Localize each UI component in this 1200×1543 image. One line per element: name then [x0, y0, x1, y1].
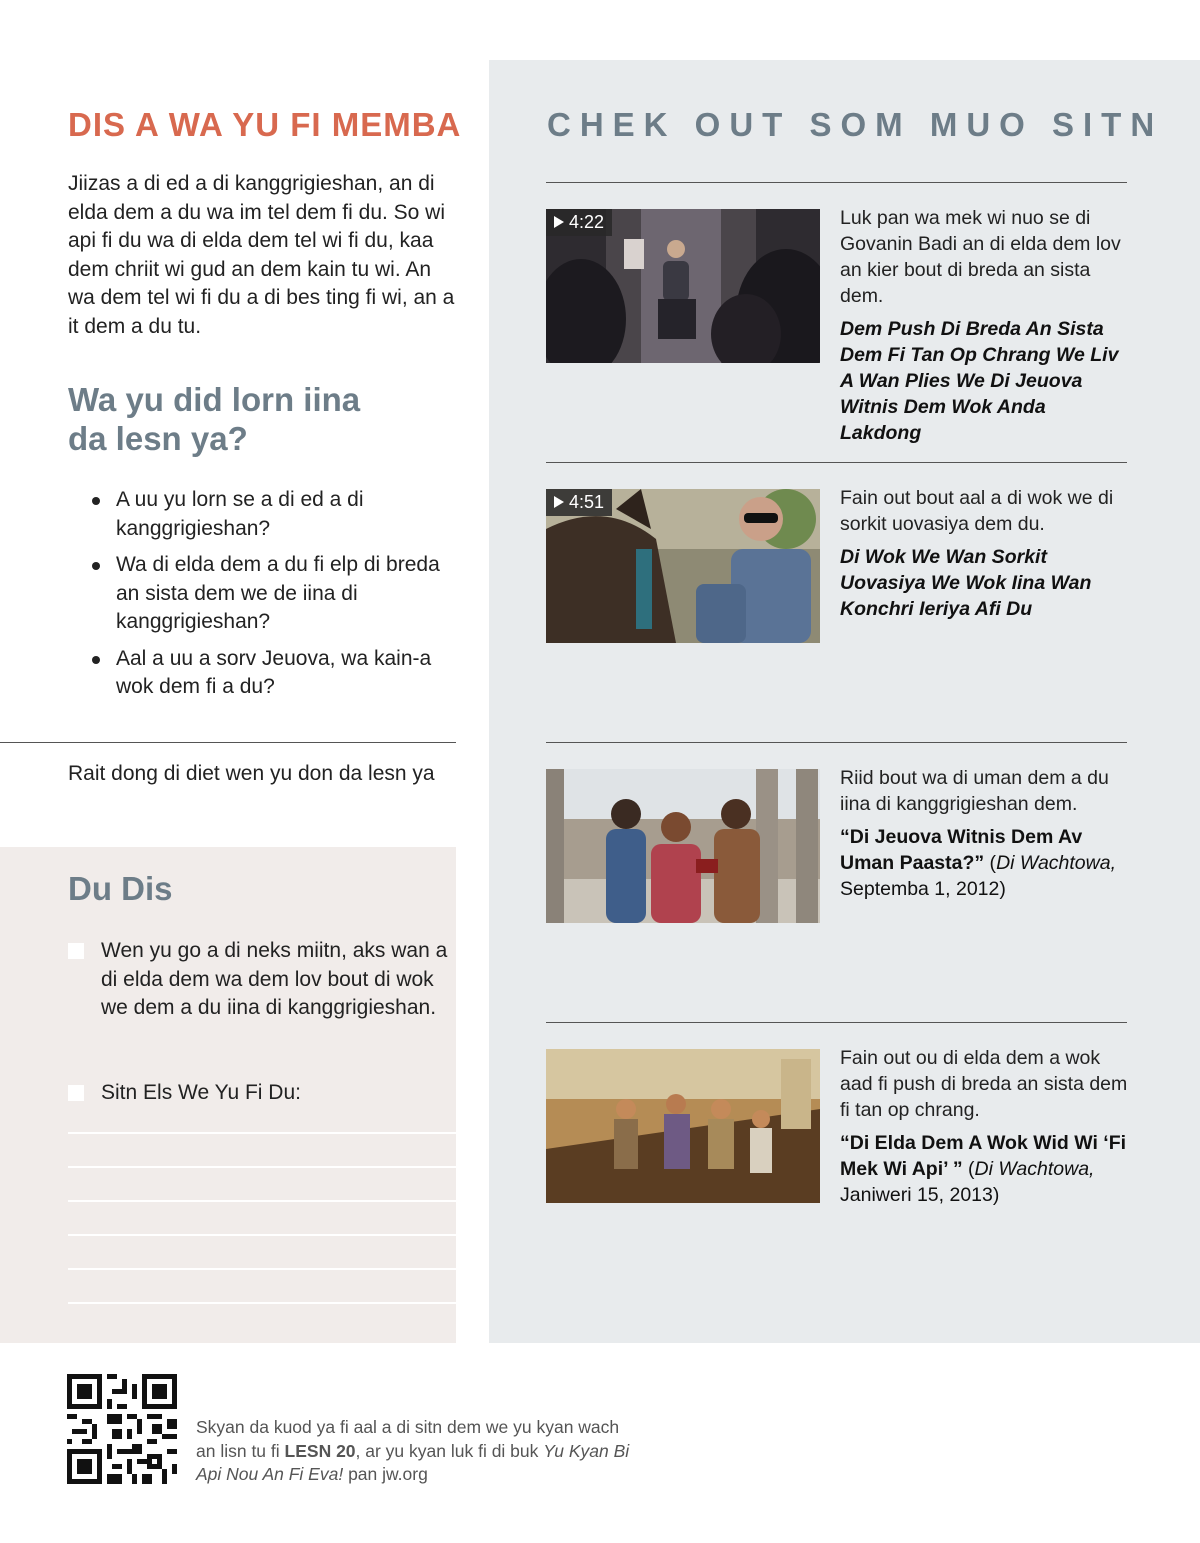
- video-thumbnail[interactable]: [546, 209, 820, 363]
- checkbox[interactable]: [68, 1085, 84, 1101]
- bullet-icon: [92, 562, 100, 570]
- bullet-icon: [92, 656, 100, 664]
- video-duration: [546, 489, 612, 516]
- play-icon: [554, 496, 564, 508]
- divider: [0, 742, 456, 743]
- bullet-icon: [92, 497, 100, 505]
- video-title-link[interactable]: Di Wok We Wan Sorkit Uovasiya We Wok Iina Wan Konchri Ieriya Afi Du: [840, 546, 1092, 620]
- publication-date: Janiweri 15, 2013): [840, 1184, 1000, 1206]
- footer-text-mid: , ar yu kyan luk fi di buk: [355, 1440, 544, 1461]
- review-heading-line-1: Wa yu did lorn iina: [68, 381, 361, 418]
- resource-description: Fain out ou di elda dem a wok aad fi push di breda an sista dem fi tan op chrang.: [840, 1047, 1128, 1121]
- divider: [546, 182, 1127, 183]
- question-item: [92, 645, 442, 702]
- publication-name: Di Wachtowa,: [974, 1158, 1095, 1180]
- resource-entry: [840, 1045, 1130, 1208]
- resource-description: Riid bout wa di uman dem a du iina di kanggrigieshan dem.: [840, 767, 1109, 815]
- review-questions: [92, 486, 442, 710]
- divider: [546, 1022, 1127, 1023]
- article-title: “Di Elda Dem A Wok Wid Wi ‘Fi Mek Wi Api’ ”: [840, 1132, 1127, 1180]
- resource-entry: [840, 765, 1130, 902]
- qr-code[interactable]: [67, 1374, 177, 1484]
- write-in-line[interactable]: [68, 1200, 456, 1202]
- article-image[interactable]: [546, 1049, 820, 1203]
- divider: [546, 742, 1127, 743]
- book-title: Yu Kyan Bi Api Nou An Fi Eva!: [196, 1440, 630, 1484]
- footer-text-end: pan jw.org: [343, 1464, 428, 1484]
- review-heading: [68, 380, 468, 458]
- question-item: [92, 551, 442, 637]
- question-text: A uu yu lorn se a di ed a di kanggrigieshan?: [116, 488, 364, 540]
- article-title: “Di Jeuova Witnis Dem Av Uman Paasta?”: [840, 826, 1083, 874]
- write-in-line[interactable]: [68, 1234, 456, 1236]
- write-in-line[interactable]: [68, 1302, 456, 1304]
- video-title-link[interactable]: Dem Push Di Breda An Sista Dem Fi Tan Op Chrang We Liv A Wan Plies We Di Jeuova Witnis Dem Wok Anda Lakdong: [840, 318, 1119, 444]
- resource-entry: [840, 485, 1130, 622]
- publication-date: Septemba 1, 2012): [840, 878, 1006, 900]
- action-item-text: Sitn Els We Yu Fi Du:: [101, 1081, 301, 1104]
- qr-code-icon: [67, 1374, 177, 1484]
- review-heading-line-2: da lesn ya?: [68, 420, 248, 457]
- video-thumbnail[interactable]: [546, 489, 820, 643]
- more-resources-heading: CHEK OUT SOM MUO SITN: [547, 106, 1164, 143]
- article-image[interactable]: [546, 769, 820, 923]
- women-reading-image: [546, 769, 820, 923]
- write-in-line[interactable]: [68, 1132, 456, 1134]
- footer-caption: [196, 1416, 636, 1487]
- article-citation[interactable]: “Di Jeuova Witnis Dem Av Uman Paasta?” (Di Wachtowa, Septemba 1, 2012): [840, 826, 1116, 900]
- duration-text: 4:51: [569, 492, 605, 512]
- write-in-line[interactable]: [68, 1166, 456, 1168]
- play-icon: [554, 216, 564, 228]
- action-item: [68, 1079, 448, 1108]
- ship-painting-image: [546, 1049, 820, 1203]
- article-citation[interactable]: “Di Elda Dem A Wok Wid Wi ‘Fi Mek Wi Api’ ” (Di Wachtowa, Janiweri 15, 2013): [840, 1132, 1127, 1206]
- resource-description: Fain out bout aal a di wok we di sorkit uovasiya dem du.: [840, 487, 1114, 535]
- summary-paragraph: Jiizas a di ed a di kanggrigieshan, an di elda dem a du wa im tel dem fi du. So wi api fi du wa di elda dem tel wi fi du, kaa dem chriit wi gud an dem kain tu wi. An wa dem tel wi fi du a di bes ting fi wi, an a it dem a du tu.: [68, 172, 455, 338]
- date-prompt: Rait dong di diet wen yu don da lesn ya: [68, 762, 435, 785]
- action-item-text: Wen yu go a di neks miitn, aks wan a di elda dem wa dem lov bout di wok we dem a du iina di kanggrigieshan.: [101, 939, 448, 1019]
- question-text: Wa di elda dem a du fi elp di breda an sista dem we de iina di kanggrigieshan?: [116, 553, 440, 633]
- write-in-line[interactable]: [68, 1268, 456, 1270]
- lesson-number: LESN 20: [284, 1440, 356, 1461]
- question-item: [92, 486, 442, 543]
- video-duration: [546, 209, 612, 236]
- action-item: [68, 937, 448, 1023]
- resource-entry: [840, 205, 1130, 446]
- resource-description: Luk pan wa mek wi nuo se di Govanin Badi an di elda dem lov an kier bout di breda an sista dem.: [840, 207, 1121, 307]
- action-box-title: Du Dis: [68, 870, 173, 907]
- publication-name: Di Wachtowa,: [996, 852, 1116, 874]
- footer-text-start: Skyan da kuod ya fi aal a di sitn dem we yu kyan wach an lisn tu fi: [196, 1417, 620, 1461]
- remember-heading: DIS A WA YU FI MEMBA: [68, 106, 462, 143]
- divider: [546, 462, 1127, 463]
- duration-text: 4:22: [569, 212, 605, 232]
- question-text: Aal a uu a sorv Jeuova, wa kain-a wok dem fi a du?: [116, 646, 432, 698]
- checkbox[interactable]: [68, 943, 84, 959]
